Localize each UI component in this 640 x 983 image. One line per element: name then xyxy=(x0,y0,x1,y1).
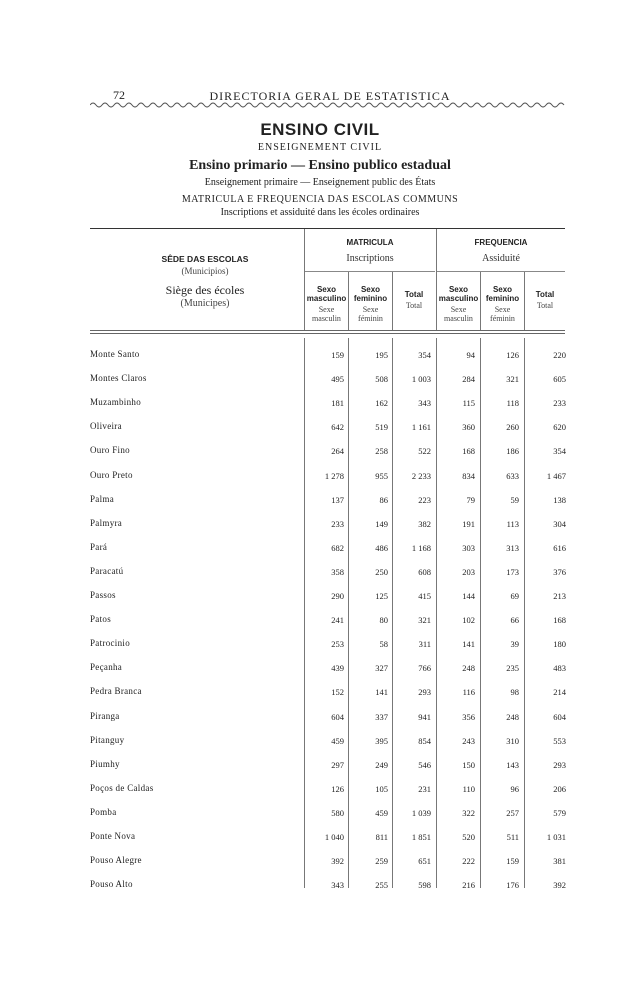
cell-f-total: 553 xyxy=(553,736,566,746)
cell-m-total: 2 233 xyxy=(411,471,431,481)
cell-m-total: 293 xyxy=(418,687,431,697)
cell-f-total: 213 xyxy=(553,591,566,601)
cell-f-masc: 203 xyxy=(462,567,475,577)
cell-m-masc: 126 xyxy=(331,784,344,794)
cell-m-fem: 811 xyxy=(375,832,388,842)
page-number: 72 xyxy=(113,88,125,102)
cell-m-masc: 343 xyxy=(331,880,344,890)
header-frequencia-total: Total Total xyxy=(535,290,555,310)
cell-f-total: 233 xyxy=(553,398,566,408)
row-municipio-name: Oliveira xyxy=(90,421,122,431)
row-municipio-name: Patrocinio xyxy=(90,638,130,648)
cell-m-total: 311 xyxy=(418,639,431,649)
row-municipio-name: Pitanguy xyxy=(90,735,125,745)
vline-body-4 xyxy=(436,338,437,888)
cell-m-total: 766 xyxy=(418,663,431,673)
row-municipio-name: Pomba xyxy=(90,807,117,817)
row-municipio-name: Palma xyxy=(90,494,114,504)
cell-m-fem: 955 xyxy=(375,471,388,481)
cell-f-masc: 115 xyxy=(462,398,475,408)
cell-f-total: 206 xyxy=(553,784,566,794)
vline-body-3 xyxy=(392,338,393,888)
cell-m-total: 608 xyxy=(418,567,431,577)
cell-f-fem: 69 xyxy=(510,591,519,601)
cell-m-masc: 181 xyxy=(331,398,344,408)
cell-m-fem: 255 xyxy=(375,880,388,890)
header-bottom-rule-2 xyxy=(90,333,565,334)
cell-m-masc: 580 xyxy=(331,808,344,818)
wavy-rule xyxy=(90,101,565,109)
cell-m-masc: 290 xyxy=(331,591,344,601)
vline-header-2 xyxy=(436,229,437,330)
vline-header-5 xyxy=(480,272,481,330)
cell-f-total: 376 xyxy=(553,567,566,577)
header-siege-sub: (Municipes) xyxy=(180,298,230,309)
cell-f-masc: 216 xyxy=(462,880,475,890)
cell-m-total: 651 xyxy=(418,856,431,866)
cell-m-fem: 259 xyxy=(375,856,388,866)
header-sede: SÊDE DAS ESCOLAS xyxy=(161,254,249,264)
cell-f-fem: 159 xyxy=(506,856,519,866)
cell-m-fem: 58 xyxy=(379,639,388,649)
cell-m-total: 941 xyxy=(418,712,431,722)
cell-f-fem: 321 xyxy=(506,374,519,384)
row-municipio-name: Pedra Branca xyxy=(90,686,142,696)
row-municipio-name: Pará xyxy=(90,542,108,552)
cell-m-masc: 495 xyxy=(331,374,344,384)
cell-f-masc: 834 xyxy=(462,471,475,481)
cell-m-fem: 141 xyxy=(375,687,388,697)
cell-m-masc: 264 xyxy=(331,446,344,456)
cell-f-fem: 96 xyxy=(510,784,519,794)
section-heading: Ensino primario — Ensino publico estadual xyxy=(189,158,451,173)
cell-f-fem: 313 xyxy=(506,543,519,553)
cell-f-fem: 511 xyxy=(506,832,519,842)
row-municipio-name: Ouro Fino xyxy=(90,445,130,455)
cell-m-fem: 162 xyxy=(375,398,388,408)
cell-f-total: 220 xyxy=(553,350,566,360)
cell-f-masc: 168 xyxy=(462,446,475,456)
cell-m-masc: 642 xyxy=(331,422,344,432)
cell-m-masc: 241 xyxy=(331,615,344,625)
cell-f-masc: 191 xyxy=(462,519,475,529)
header-matricula-fem: Sexo feminino Sexe féminin xyxy=(353,285,388,323)
cell-f-masc: 520 xyxy=(462,832,475,842)
cell-m-fem: 508 xyxy=(375,374,388,384)
vline-header-6 xyxy=(524,272,525,330)
cell-f-masc: 102 xyxy=(462,615,475,625)
vline-body-5 xyxy=(480,338,481,888)
cell-m-total: 354 xyxy=(418,350,431,360)
cell-f-fem: 235 xyxy=(506,663,519,673)
cell-m-masc: 137 xyxy=(331,495,344,505)
cell-f-fem: 633 xyxy=(506,471,519,481)
cell-f-fem: 248 xyxy=(506,712,519,722)
vline-header-1 xyxy=(304,229,305,330)
cell-f-total: 579 xyxy=(553,808,566,818)
header-frequencia-french: Assiduité xyxy=(482,253,520,264)
row-municipio-name: Ouro Preto xyxy=(90,470,133,480)
cell-m-masc: 152 xyxy=(331,687,344,697)
table-title-french: Inscriptions et assiduité dans les écoles ordinaires xyxy=(220,207,420,218)
cell-f-total: 1 031 xyxy=(546,832,566,842)
frequencia-group-rule xyxy=(437,271,565,272)
cell-f-fem: 98 xyxy=(510,687,519,697)
cell-m-fem: 195 xyxy=(375,350,388,360)
cell-f-masc: 303 xyxy=(462,543,475,553)
row-municipio-name: Pouso Alto xyxy=(90,879,133,889)
header-matricula-french: Inscriptions xyxy=(346,253,394,264)
cell-m-total: 522 xyxy=(418,446,431,456)
header-matricula-masc: Sexo masculino Sexe masculin xyxy=(306,285,347,323)
cell-f-fem: 59 xyxy=(510,495,519,505)
cell-f-fem: 113 xyxy=(506,519,519,529)
cell-f-fem: 126 xyxy=(506,350,519,360)
cell-m-total: 1 168 xyxy=(411,543,431,553)
cell-f-fem: 143 xyxy=(506,760,519,770)
row-municipio-name: Muzambinho xyxy=(90,397,141,407)
cell-m-masc: 1 278 xyxy=(324,471,344,481)
cell-m-masc: 604 xyxy=(331,712,344,722)
vline-body-1 xyxy=(304,338,305,888)
vline-body-2 xyxy=(348,338,349,888)
cell-m-fem: 105 xyxy=(375,784,388,794)
cell-m-masc: 439 xyxy=(331,663,344,673)
row-municipio-name: Ponte Nova xyxy=(90,831,136,841)
vline-header-4 xyxy=(392,272,393,330)
cell-f-fem: 176 xyxy=(506,880,519,890)
cell-f-fem: 66 xyxy=(510,615,519,625)
cell-m-masc: 297 xyxy=(331,760,344,770)
cell-f-masc: 94 xyxy=(466,350,475,360)
cell-f-masc: 243 xyxy=(462,736,475,746)
cell-f-total: 354 xyxy=(553,446,566,456)
matricula-group-rule xyxy=(305,271,435,272)
cell-f-total: 168 xyxy=(553,615,566,625)
cell-f-fem: 257 xyxy=(506,808,519,818)
cell-m-fem: 486 xyxy=(375,543,388,553)
cell-m-fem: 519 xyxy=(375,422,388,432)
row-municipio-name: Pouso Alegre xyxy=(90,855,142,865)
section-heading-french: Enseignement primaire — Enseignement public des États xyxy=(204,177,436,188)
cell-f-total: 616 xyxy=(553,543,566,553)
cell-m-masc: 159 xyxy=(331,350,344,360)
cell-f-masc: 110 xyxy=(462,784,475,794)
page-title: ENSINO CIVIL xyxy=(260,120,380,139)
header-frequencia-masc: Sexo masculino Sexe masculin xyxy=(438,285,479,323)
cell-m-total: 231 xyxy=(418,784,431,794)
cell-f-fem: 310 xyxy=(506,736,519,746)
cell-f-total: 483 xyxy=(553,663,566,673)
cell-f-masc: 222 xyxy=(462,856,475,866)
cell-m-masc: 459 xyxy=(331,736,344,746)
header-matricula: MATRICULA xyxy=(346,238,394,247)
cell-m-total: 223 xyxy=(418,495,431,505)
cell-m-total: 1 003 xyxy=(411,374,431,384)
cell-f-masc: 150 xyxy=(462,760,475,770)
cell-f-masc: 248 xyxy=(462,663,475,673)
table-top-rule xyxy=(90,228,565,229)
row-municipio-name: Monte Santo xyxy=(90,349,140,359)
cell-f-masc: 284 xyxy=(462,374,475,384)
cell-m-fem: 125 xyxy=(375,591,388,601)
cell-f-masc: 144 xyxy=(462,591,475,601)
cell-f-total: 138 xyxy=(553,495,566,505)
cell-m-total: 854 xyxy=(418,736,431,746)
cell-m-masc: 233 xyxy=(331,519,344,529)
cell-f-fem: 260 xyxy=(506,422,519,432)
cell-m-masc: 392 xyxy=(331,856,344,866)
cell-f-total: 605 xyxy=(553,374,566,384)
cell-f-total: 1 467 xyxy=(546,471,566,481)
cell-f-fem: 118 xyxy=(506,398,519,408)
cell-m-fem: 250 xyxy=(375,567,388,577)
cell-m-total: 343 xyxy=(418,398,431,408)
cell-f-masc: 322 xyxy=(462,808,475,818)
cell-m-fem: 258 xyxy=(375,446,388,456)
row-municipio-name: Peçanha xyxy=(90,662,123,672)
cell-m-fem: 149 xyxy=(375,519,388,529)
cell-f-total: 304 xyxy=(553,519,566,529)
cell-m-fem: 80 xyxy=(379,615,388,625)
header-matricula-total: Total Total xyxy=(404,290,424,310)
cell-m-total: 1 851 xyxy=(411,832,431,842)
row-municipio-name: Patos xyxy=(90,614,112,624)
cell-f-fem: 186 xyxy=(506,446,519,456)
cell-f-total: 620 xyxy=(553,422,566,432)
row-municipio-name: Palmyra xyxy=(90,518,123,528)
header-siege: Siège des écoles xyxy=(165,283,245,297)
cell-f-fem: 173 xyxy=(506,567,519,577)
header-frequencia: FREQUENCIA xyxy=(474,238,528,247)
cell-m-fem: 459 xyxy=(375,808,388,818)
header-sede-sub: (Municipios) xyxy=(181,266,229,276)
cell-m-fem: 337 xyxy=(375,712,388,722)
row-municipio-name: Piranga xyxy=(90,711,120,721)
row-municipio-name: Montes Claros xyxy=(90,373,147,383)
row-municipio-name: Paracatú xyxy=(90,566,124,576)
running-head: DIRECTORIA GERAL DE ESTATISTICA xyxy=(209,89,451,103)
cell-f-total: 604 xyxy=(553,712,566,722)
cell-f-masc: 79 xyxy=(466,495,475,505)
cell-m-total: 321 xyxy=(418,615,431,625)
cell-m-masc: 1 040 xyxy=(324,832,344,842)
cell-f-total: 392 xyxy=(553,880,566,890)
cell-m-total: 1 161 xyxy=(411,422,431,432)
cell-m-fem: 327 xyxy=(375,663,388,673)
cell-f-masc: 141 xyxy=(462,639,475,649)
vline-body-6 xyxy=(524,338,525,888)
cell-f-masc: 116 xyxy=(462,687,475,697)
cell-f-total: 180 xyxy=(553,639,566,649)
vline-header-3 xyxy=(348,272,349,330)
row-municipio-name: Piumhy xyxy=(90,759,120,769)
cell-m-total: 598 xyxy=(418,880,431,890)
cell-m-masc: 682 xyxy=(331,543,344,553)
header-bottom-rule xyxy=(90,330,565,331)
cell-f-total: 214 xyxy=(553,687,566,697)
cell-f-total: 293 xyxy=(553,760,566,770)
cell-m-total: 1 039 xyxy=(411,808,431,818)
cell-m-total: 382 xyxy=(418,519,431,529)
cell-m-fem: 395 xyxy=(375,736,388,746)
table-title: MATRICULA E FREQUENCIA DAS ESCOLAS COMMUNS xyxy=(181,194,459,205)
cell-m-fem: 86 xyxy=(379,495,388,505)
page-title-french: ENSEIGNEMENT CIVIL xyxy=(257,142,383,153)
cell-m-total: 546 xyxy=(418,760,431,770)
cell-f-masc: 360 xyxy=(462,422,475,432)
cell-m-masc: 358 xyxy=(331,567,344,577)
cell-m-fem: 249 xyxy=(375,760,388,770)
cell-f-fem: 39 xyxy=(510,639,519,649)
cell-m-total: 415 xyxy=(418,591,431,601)
header-frequencia-fem: Sexo feminino Sexe féminin xyxy=(485,285,520,323)
cell-f-masc: 356 xyxy=(462,712,475,722)
cell-f-total: 381 xyxy=(553,856,566,866)
row-municipio-name: Poços de Caldas xyxy=(90,783,154,793)
row-municipio-name: Passos xyxy=(90,590,116,600)
cell-m-masc: 253 xyxy=(331,639,344,649)
